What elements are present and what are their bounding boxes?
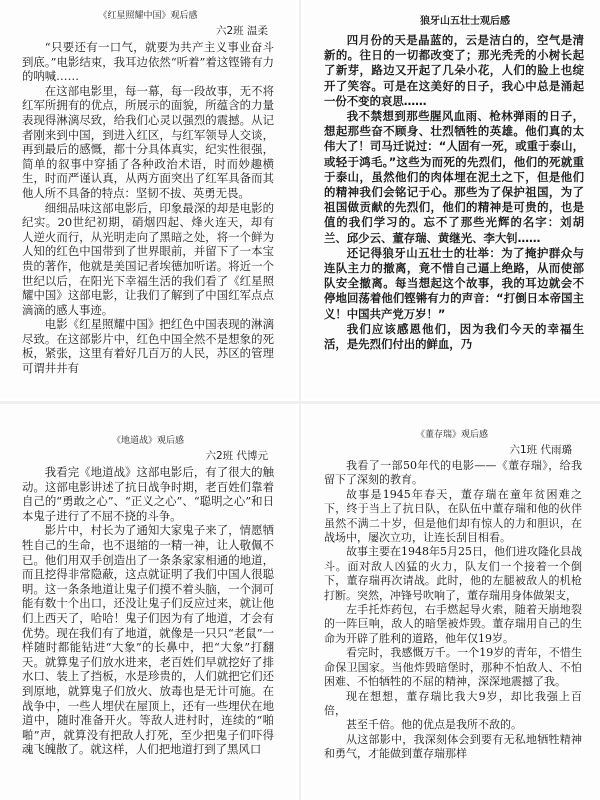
essay-paragraph: 细细品味这部电影后，印象最深的却是电影的纪实。20世纪初期，硝烟四起、烽火连天，却有人逆火而行，从光明走向了黑暗之处，将一个鲜为人知的红色中国带到了世界眼前，并留下了一本宝贵的著作，他就是美国记者埃德加听诺。将近一个世纪以后，在阳光下幸福生活的我们看了《红星照耀中国》这部电影，让我们了解到了中国红军点点滴滴的感人事迹。 xyxy=(22,200,274,317)
horizontal-divider xyxy=(0,401,600,404)
essay-paragraph: 故事主要在1948年5月25日，他们进攻隆化县战斗。面对敌人凶猛的火力，队友们一个接着一个倒下，董存瑞再次请战。此时，他的左腿被敌人的机枪打断。突然，冲锋号吹响了，董存瑞用身体做架支， xyxy=(324,545,582,602)
essay-paragraph: 左手托炸药包，右手燃起导火索，随着天崩地裂的一阵巨响，敌人的暗堡被炸毁。董存瑞用自己的生命为开辟了胜利的道路，他年仅19岁。 xyxy=(324,603,582,645)
essay-body xyxy=(304,459,600,762)
essay-paragraph: 在这部电影里，每一幕，每一段故事，无不将红军所拥有的优点，所展示的面貌，所蕴含的力量表现得淋漓尽致，给我们心灵以强烈的震撼。从记者刚来到中国，到进入红区，与红军领导人交谈，再到最后的感慨，都十分具体真实，纪实性很强，简单的叙事中穿插了各种政治术语，时而妙趣横生，时而严谨认真，从两方面突出了红军具备而其他人所不具备的特点：坚韧不拔、英勇无畏。 xyxy=(22,83,274,200)
essay-panel-wolf-tooth xyxy=(304,0,600,398)
essay-title: 狼牙山五壮士观后感 xyxy=(420,16,510,27)
essay-paragraph: 四月份的天是晶蓝的，云是洁白的，空气是清新的。往日的一切都改变了；那光秃秃的小树长起了新芽，路边又开起了几朵小花，人们的脸上也绽开了笑容。可是在这美好的日子，我心中总是涌起一份不变的哀思…… xyxy=(324,33,584,108)
essay-paragraph: 看完时，我感慨万千。一个19岁的青年，不惜生命保卫国家。当他炸毁暗堡时，那种不怕敌人、不怕困难、不怕牺牲的不屈的精神，深深地震撼了我。 xyxy=(324,646,582,689)
essay-paragraph: 我看完《地道战》这部电影后，有了很大的触动。这部电影讲述了抗日战争时期，老百姓们靠着自己的“勇敢之心”、“正义之心”、“聪明之心”和日本鬼子进行了不屈不挠的斗争。 xyxy=(22,465,274,523)
essay-author: 六2班 温柔 xyxy=(215,25,268,37)
essay-paragraph: 现在想想，董存瑞比我大9岁，却比我强上百倍， xyxy=(324,689,582,717)
essay-paragraph: 我不禁想到那些腥风血雨、枪林弹雨的日子，想起那些奋不顾身、壮烈牺牲的英雄。他们真的太伟大了！司马迁说过：“人固有一死，或重于泰山，或轻于鸿毛。”这些为而死的先烈们，他们的死就重于泰山，虽然他们的肉体埋在泥土之下，但是他们的精神我们会铭记于心。那些为了保护祖国，为了祖国做贡献的先烈们，他们的精神是可贵的，也是值的我们学习的。忘不了那些光辉的名字：刘胡兰、邱少云、董存瑞、黄继光、李大钊…… xyxy=(324,109,584,245)
essay-paragraph: “只要还有一口气，就要为共产主义事业奋斗到底。”电影结束，我耳边依然“听着”着这铿锵有力的呐喊…… xyxy=(22,40,274,84)
essay-paragraph: 影片中，村长为了通知大家鬼子来了，情愿牺牲自己的生命，也不退缩的一精一神，让人敬佩不已。他们用双手创造出了一条条家家相通的地道，而且挖得非常隐蔽，这点就证明了我们中国人很聪明。这一条条地道让鬼子们摸不着头脑，一个洞可能有数十个出口，还没让鬼子们反应过来，就让他们上西天了，哈哈！鬼子们因为有了地道，才会有优势。现在我们有了地道，就像是一只只“老鼠”一样随时都能钻进“大象”的长鼻中，把“大象”打翻天。就算鬼子们放水进来，老百姓们早就挖好了排水口、装上了挡板，水是珍贵的，人们就把它们还到原地，就算鬼子们放火、放毒也是无计可施。在战争中，一些人埋伏在屋顶上，还有一些埋伏在地道中，随时准备开火。等敌人进村时，连续的“啪啪”声，就算没有把敌人打死，至少把鬼子们吓得魂飞魄散了。就这样，人们把地道打到了黑风口 xyxy=(22,523,274,757)
vertical-divider xyxy=(299,0,301,800)
essay-body xyxy=(0,40,296,376)
essay-paragraph: 从这部影中，我深刻体会到要有无私地牺牲精神和勇气，才能做到董存瑞那样 xyxy=(324,732,582,761)
essay-paragraph: 我看了一部50年代的电影——《董存瑞》，给我留下了深刻的教育。 xyxy=(324,459,582,487)
essay-paragraph: 电影《红星照耀中国》把红色中国表现的淋漓尽致。在这部影片中，红色中国全然不是想象的死板，紧张，这里有着好几百万的人民，苏区的管理可谓井井有 xyxy=(22,317,274,376)
essay-panel-tunnel-war xyxy=(0,405,296,800)
essay-paragraph: 还记得狼牙山五壮士的壮举：为了掩护群众与连队主力的撤离，竟不惜自己逼上绝路，从而使部队安全撤离。每当想起这个故事，我的耳边就会不停地回荡着他们铿锵有力的声音：“打倒日本帝国主义！中国共产党万岁！” xyxy=(324,245,584,321)
essay-body xyxy=(0,465,296,757)
essay-paragraph: 我们应该感恩他们，因为我们今天的幸福生活，是先烈们付出的鲜血，乃 xyxy=(324,321,584,352)
essay-author: 六2班 代博元 xyxy=(205,450,268,462)
essay-paragraph: 故事是1945年春天，董存瑞在童年贫困难之下，终于当上了抗日队，在队伍中董存瑞和他的伙伴虽然不满二十岁，但是他们却有惊人的力和胆识，在战场中，屡次立功，让连长刮目相看。 xyxy=(324,487,582,545)
essay-title: 《红星照耀中国》观后感 xyxy=(98,11,198,21)
essay-paragraph: 甚至千倍。他的优点是我所不敌的。 xyxy=(346,718,522,732)
essay-title: 《董存瑞》观后感 xyxy=(415,430,488,440)
essay-body xyxy=(304,33,600,352)
essay-panel-red-star xyxy=(0,0,296,398)
essay-title: 《地道战》观后感 xyxy=(111,436,184,446)
essay-author: 六1班 代雨璐 xyxy=(509,444,572,456)
essay-panel-dong-cunrui xyxy=(304,405,600,800)
